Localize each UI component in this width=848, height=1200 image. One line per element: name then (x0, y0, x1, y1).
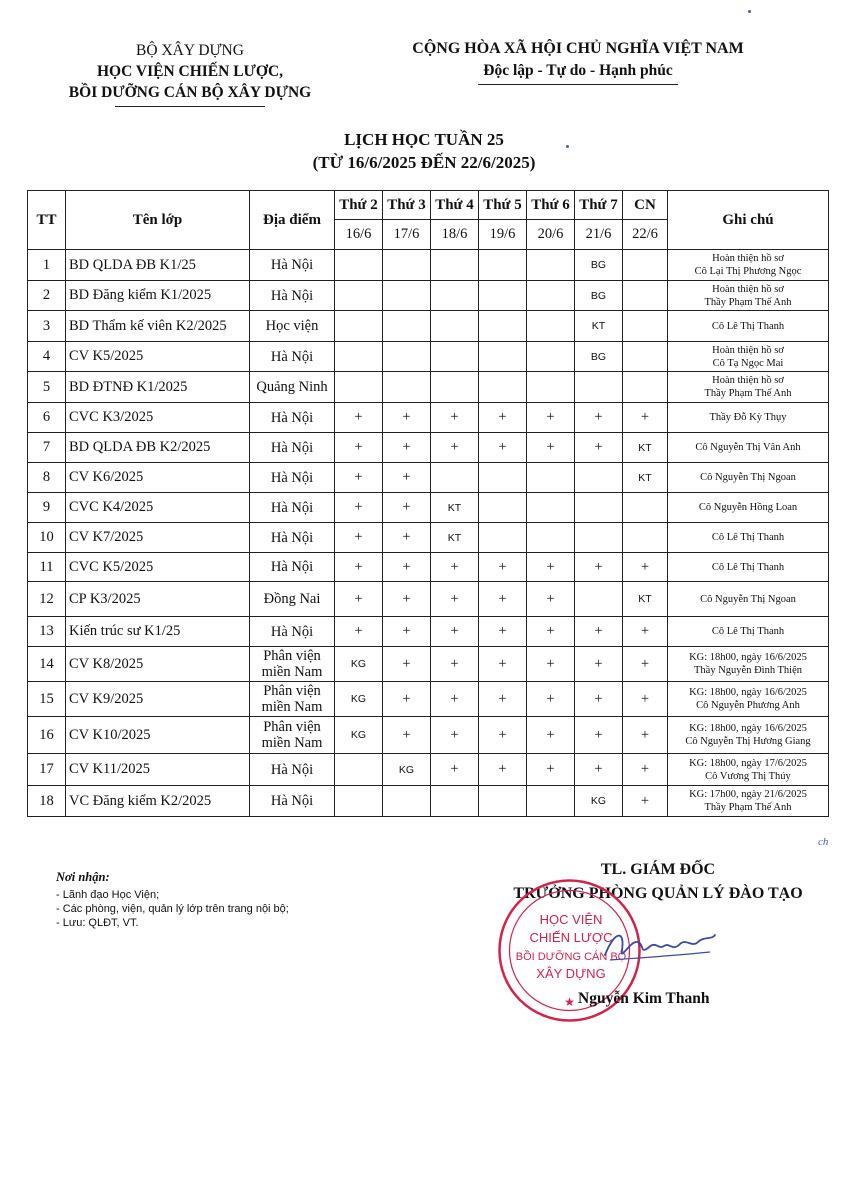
note-line: KG: 18h00, ngày 16/6/2025 (689, 687, 807, 698)
class-name: CV K8/2025 (66, 647, 250, 682)
table-row (28, 582, 829, 617)
class-name: CV K9/2025 (66, 682, 250, 717)
day-cell: + (431, 617, 479, 647)
table-row (28, 342, 829, 372)
note-line: Cô Tạ Ngọc Mai (712, 357, 784, 369)
note-line: Cô Lê Thị Thanh (711, 626, 785, 637)
class-name: BD Đăng kiểm K1/2025 (66, 281, 250, 311)
note-line: Thầy Phạm Thế Anh (704, 802, 792, 813)
row-number: 6 (28, 403, 66, 433)
note-cell (668, 523, 829, 553)
day-cell (527, 342, 575, 372)
note-cell (668, 372, 829, 403)
day-cell: + (335, 433, 383, 463)
note-cell (668, 342, 829, 372)
table-row (28, 754, 829, 786)
day-cell (479, 786, 527, 817)
note-line: Cô Vương Thị Thúy (705, 770, 791, 782)
day-cell: + (575, 682, 623, 717)
day-cell: + (575, 403, 623, 433)
note-cell (668, 617, 829, 647)
day-cell: + (527, 403, 575, 433)
day-cell (575, 493, 623, 523)
day-cell: + (335, 403, 383, 433)
ink-dot (748, 10, 751, 13)
row-number: 14 (28, 647, 66, 682)
class-name: BD QLDA ĐB K1/25 (66, 250, 250, 281)
row-number: 11 (28, 553, 66, 582)
day-cell (623, 493, 668, 523)
row-number: 2 (28, 281, 66, 311)
row-number: 16 (28, 717, 66, 754)
day-cell: + (431, 647, 479, 682)
day-cell (383, 281, 431, 311)
class-name: BD Thẩm kế viên K2/2025 (66, 311, 250, 342)
table-row (28, 617, 829, 647)
col-header-notes: Ghi chú (668, 191, 829, 250)
day-cell: + (431, 553, 479, 582)
country-name: CỘNG HÒA XÃ HỘI CHỦ NGHĨA VIỆT NAM (412, 40, 744, 57)
day-cell: + (623, 553, 668, 582)
class-location: Hà Nội (250, 463, 335, 493)
day-cell: KT (623, 582, 668, 617)
day-cell: + (623, 717, 668, 754)
table-row (28, 523, 829, 553)
class-name: BD QLDA ĐB K2/2025 (66, 433, 250, 463)
day-cell: + (575, 553, 623, 582)
class-name: CVC K3/2025 (66, 403, 250, 433)
note-cell (668, 403, 829, 433)
class-name: Kiến trúc sư K1/25 (66, 617, 250, 647)
day-cell: + (575, 717, 623, 754)
recipients-block (56, 870, 289, 930)
note-line: Cô Nguyễn Thị Ngoan (700, 472, 796, 483)
day-cell (527, 523, 575, 553)
recipient-item: - Lãnh đạo Học Viện; (56, 889, 160, 901)
class-location: Phân viện miền Nam (250, 682, 335, 717)
day-cell: + (431, 717, 479, 754)
day-cell (623, 372, 668, 403)
day-cell: BG (575, 281, 623, 311)
motto: Độc lập - Tự do - Hạnh phúc (483, 62, 673, 79)
row-number: 17 (28, 754, 66, 786)
class-name: CV K6/2025 (66, 463, 250, 493)
schedule-body (28, 250, 829, 817)
title-line1: LỊCH HỌC TUẦN 25 (344, 130, 504, 149)
day-cell (383, 311, 431, 342)
note-line: Thầy Đỗ Kỳ Thụy (709, 412, 787, 423)
academy-name-line1: HỌC VIỆN CHIẾN LƯỢC, (96, 63, 284, 80)
note-line: Hoàn thiện hồ sơ (712, 344, 784, 356)
class-location: Hà Nội (250, 342, 335, 372)
note-line: Cô Nguyễn Phương Anh (696, 700, 800, 711)
col-header-date: 18/6 (431, 220, 479, 250)
day-cell: + (383, 717, 431, 754)
day-cell: BG (575, 250, 623, 281)
note-cell (668, 682, 829, 717)
table-row (28, 311, 829, 342)
day-cell: + (623, 403, 668, 433)
class-location: Hà Nội (250, 786, 335, 817)
class-name: CVC K5/2025 (66, 553, 250, 582)
seal-star-icon: ★ (564, 995, 575, 1009)
row-number: 5 (28, 372, 66, 403)
day-cell: + (479, 553, 527, 582)
day-cell: + (479, 433, 527, 463)
academy-name-line2: BỒI DƯỠNG CÁN BỘ XÂY DỰNG (68, 84, 312, 101)
note-cell (668, 463, 829, 493)
day-cell (527, 463, 575, 493)
seal-text: XÂY DỰNG (536, 966, 606, 981)
day-cell: + (383, 553, 431, 582)
day-cell: + (575, 647, 623, 682)
note-line: KG: 18h00, ngày 16/6/2025 (689, 652, 807, 663)
day-cell (527, 311, 575, 342)
row-number: 8 (28, 463, 66, 493)
day-cell: KG (383, 754, 431, 786)
note-cell (668, 433, 829, 463)
day-cell: + (527, 754, 575, 786)
day-cell (623, 523, 668, 553)
day-cell: + (527, 617, 575, 647)
header-ministry (40, 40, 340, 107)
note-cell (668, 553, 829, 582)
col-header-day: Thứ 2 (335, 191, 383, 220)
class-location: Hà Nội (250, 281, 335, 311)
signature-title-line1: TL. GIÁM ĐỐC (600, 861, 716, 878)
seal-text: CHIẾN LƯỢC (529, 930, 613, 945)
day-cell: KG (335, 682, 383, 717)
note-line: Thầy Nguyễn Đình Thiện (694, 665, 802, 676)
col-header-day: CN (623, 191, 668, 220)
day-cell: + (623, 647, 668, 682)
table-row (28, 403, 829, 433)
day-cell (575, 463, 623, 493)
note-cell (668, 786, 829, 817)
col-header-date: 20/6 (527, 220, 575, 250)
day-cell: + (479, 754, 527, 786)
day-cell: KT (431, 493, 479, 523)
row-number: 3 (28, 311, 66, 342)
note-line: Cô Lê Thị Thanh (711, 320, 785, 332)
note-line: Hoàn thiện hồ sơ (712, 375, 784, 386)
class-name: CV K7/2025 (66, 523, 250, 553)
col-header-date: 17/6 (383, 220, 431, 250)
day-cell (383, 342, 431, 372)
day-cell (479, 523, 527, 553)
table-row (28, 553, 829, 582)
note-cell (668, 281, 829, 311)
day-cell: + (431, 433, 479, 463)
table-row (28, 250, 829, 281)
header-national-motto (378, 38, 778, 85)
day-cell: + (479, 647, 527, 682)
day-cell: + (479, 682, 527, 717)
day-cell: + (623, 617, 668, 647)
day-cell: + (527, 647, 575, 682)
day-cell (479, 311, 527, 342)
note-cell (668, 582, 829, 617)
note-line: Cô Lê Thị Thanh (711, 532, 785, 543)
table-row (28, 647, 829, 682)
day-cell (479, 493, 527, 523)
day-cell: + (623, 786, 668, 817)
day-cell: + (335, 582, 383, 617)
note-line: KG: 18h00, ngày 16/6/2025 (689, 723, 807, 734)
ink-dot (566, 145, 569, 148)
table-row (28, 682, 829, 717)
table-row (28, 717, 829, 754)
class-location: Hà Nội (250, 433, 335, 463)
day-cell: + (383, 617, 431, 647)
recipients-label: Nơi nhận: (56, 870, 110, 884)
table-row (28, 493, 829, 523)
day-cell (575, 523, 623, 553)
note-line: Hoàn thiện hồ sơ (712, 283, 784, 295)
day-cell (431, 342, 479, 372)
note-line: Cô Nguyễn Thị Vân Anh (695, 442, 801, 453)
ministry-name: BỘ XÂY DỰNG (136, 42, 244, 59)
day-cell (335, 311, 383, 342)
day-cell (335, 342, 383, 372)
signer-name: Nguyễn Kim Thanh (578, 990, 710, 1007)
header-left-underline (115, 106, 265, 107)
day-cell (431, 372, 479, 403)
day-cell: + (431, 403, 479, 433)
day-cell (431, 311, 479, 342)
day-cell: + (575, 754, 623, 786)
schedule-table (27, 190, 829, 817)
note-cell (668, 493, 829, 523)
day-cell: + (479, 717, 527, 754)
signature-underline (610, 952, 710, 960)
day-cell (479, 372, 527, 403)
day-cell: + (527, 433, 575, 463)
class-name: CV K11/2025 (66, 754, 250, 786)
class-name: VC Đăng kiểm K2/2025 (66, 786, 250, 817)
day-cell: + (335, 617, 383, 647)
day-cell (383, 372, 431, 403)
day-cell: + (383, 403, 431, 433)
day-cell (623, 281, 668, 311)
class-name: CP K3/2025 (66, 582, 250, 617)
note-cell (668, 311, 829, 342)
day-cell (335, 786, 383, 817)
day-cell: + (479, 582, 527, 617)
day-cell: + (383, 647, 431, 682)
note-cell (668, 717, 829, 754)
day-cell: + (479, 617, 527, 647)
day-cell: KT (623, 433, 668, 463)
day-cell (527, 281, 575, 311)
col-header-day: Thứ 6 (527, 191, 575, 220)
recipient-item: - Lưu: QLĐT, VT. (56, 917, 139, 929)
day-cell (431, 250, 479, 281)
table-row (28, 786, 829, 817)
note-cell (668, 250, 829, 281)
row-number: 1 (28, 250, 66, 281)
col-header-location: Địa điểm (250, 191, 335, 250)
day-cell (335, 281, 383, 311)
col-header-class-name: Tên lớp (66, 191, 250, 250)
col-header-day: Thứ 3 (383, 191, 431, 220)
class-location: Hà Nội (250, 523, 335, 553)
table-row (28, 372, 829, 403)
day-cell: + (575, 617, 623, 647)
day-cell (335, 372, 383, 403)
class-location: Quảng Ninh (250, 372, 335, 403)
day-cell (383, 786, 431, 817)
note-line: Hoàn thiện hồ sơ (712, 253, 784, 264)
day-cell (623, 311, 668, 342)
day-cell (527, 786, 575, 817)
day-cell (479, 250, 527, 281)
day-cell: + (431, 582, 479, 617)
note-line: Cô Nguyễn Thị Hương Giang (685, 736, 811, 747)
signature-stroke (605, 935, 715, 955)
day-cell (575, 372, 623, 403)
note-line: KG: 17h00, ngày 21/6/2025 (689, 789, 807, 800)
table-row (28, 281, 829, 311)
col-header-date: 22/6 (623, 220, 668, 250)
day-cell: + (383, 523, 431, 553)
class-location: Hà Nội (250, 403, 335, 433)
title-line2: (TỪ 16/6/2025 ĐẾN 22/6/2025) (312, 153, 536, 172)
day-cell: KG (575, 786, 623, 817)
class-location: Hà Nội (250, 754, 335, 786)
table-row (28, 433, 829, 463)
day-cell: KG (335, 647, 383, 682)
class-location: Hà Nội (250, 493, 335, 523)
day-cell (623, 342, 668, 372)
class-location: Học viện (250, 311, 335, 342)
day-cell: KT (623, 463, 668, 493)
note-line: Cô Lại Thị Phương Ngọc (694, 266, 802, 277)
day-cell (479, 342, 527, 372)
day-cell: + (479, 403, 527, 433)
day-cell: + (335, 553, 383, 582)
day-cell: KT (575, 311, 623, 342)
row-number: 13 (28, 617, 66, 647)
class-name: BD ĐTNĐ K1/2025 (66, 372, 250, 403)
class-name: CV K5/2025 (66, 342, 250, 372)
recipient-item: - Các phòng, viện, quản lý lớp trên trang nội bộ; (56, 903, 289, 915)
day-cell: + (431, 682, 479, 717)
day-cell: + (383, 682, 431, 717)
day-cell: + (383, 582, 431, 617)
day-cell: + (431, 754, 479, 786)
document-title (224, 128, 624, 174)
row-number: 4 (28, 342, 66, 372)
row-number: 15 (28, 682, 66, 717)
row-number: 10 (28, 523, 66, 553)
margin-mark: ch (818, 836, 829, 848)
row-number: 7 (28, 433, 66, 463)
day-cell (479, 281, 527, 311)
day-cell: + (383, 433, 431, 463)
signature-title-line2: TRƯỞNG PHÒNG QUẢN LÝ ĐÀO TẠO (513, 885, 803, 902)
day-cell: + (527, 553, 575, 582)
day-cell (623, 250, 668, 281)
day-cell: + (623, 682, 668, 717)
seal-text: BỒI DƯỠNG CÁN BỘ (515, 951, 627, 963)
day-cell: + (335, 463, 383, 493)
col-header-date: 16/6 (335, 220, 383, 250)
header-right-underline (478, 84, 678, 85)
col-header-day: Thứ 7 (575, 191, 623, 220)
note-line: Cô Lê Thị Thanh (711, 561, 785, 573)
class-location: Hà Nội (250, 553, 335, 582)
row-number: 9 (28, 493, 66, 523)
day-cell (527, 250, 575, 281)
class-location: Đồng Nai (250, 582, 335, 617)
day-cell: KT (431, 523, 479, 553)
day-cell: + (527, 582, 575, 617)
day-cell (383, 250, 431, 281)
header-row-days (28, 191, 829, 220)
table-row (28, 463, 829, 493)
day-cell (527, 372, 575, 403)
row-number: 12 (28, 582, 66, 617)
handwritten-signature (600, 920, 720, 970)
class-location: Phân viện miền Nam (250, 647, 335, 682)
note-cell (668, 754, 829, 786)
col-header-day: Thứ 4 (431, 191, 479, 220)
day-cell (335, 250, 383, 281)
note-line: Cô Nguyễn Hồng Loan (698, 502, 798, 513)
day-cell (431, 281, 479, 311)
day-cell: + (335, 523, 383, 553)
note-line: Thầy Phạm Thế Anh (704, 296, 792, 308)
day-cell: + (383, 463, 431, 493)
class-name: CV K10/2025 (66, 717, 250, 754)
class-location: Hà Nội (250, 617, 335, 647)
class-location: Hà Nội (250, 250, 335, 281)
class-location: Phân viện miền Nam (250, 717, 335, 754)
day-cell (431, 786, 479, 817)
day-cell: + (623, 754, 668, 786)
day-cell (479, 463, 527, 493)
day-cell (431, 463, 479, 493)
day-cell: + (575, 433, 623, 463)
col-header-day: Thứ 5 (479, 191, 527, 220)
day-cell (335, 754, 383, 786)
day-cell: BG (575, 342, 623, 372)
row-number: 18 (28, 786, 66, 817)
day-cell: + (335, 493, 383, 523)
day-cell (527, 493, 575, 523)
day-cell: + (527, 682, 575, 717)
col-header-tt: TT (28, 191, 66, 250)
col-header-date: 21/6 (575, 220, 623, 250)
day-cell: + (383, 493, 431, 523)
col-header-date: 19/6 (479, 220, 527, 250)
note-line: Thầy Phạm Thế Anh (704, 388, 792, 399)
note-line: Cô Nguyễn Thị Ngoan (700, 593, 796, 605)
seal-text: HỌC VIỆN (539, 912, 603, 927)
class-name: CVC K4/2025 (66, 493, 250, 523)
note-cell (668, 647, 829, 682)
day-cell: + (527, 717, 575, 754)
day-cell (575, 582, 623, 617)
day-cell: KG (335, 717, 383, 754)
note-line: KG: 18h00, ngày 17/6/2025 (689, 757, 807, 769)
